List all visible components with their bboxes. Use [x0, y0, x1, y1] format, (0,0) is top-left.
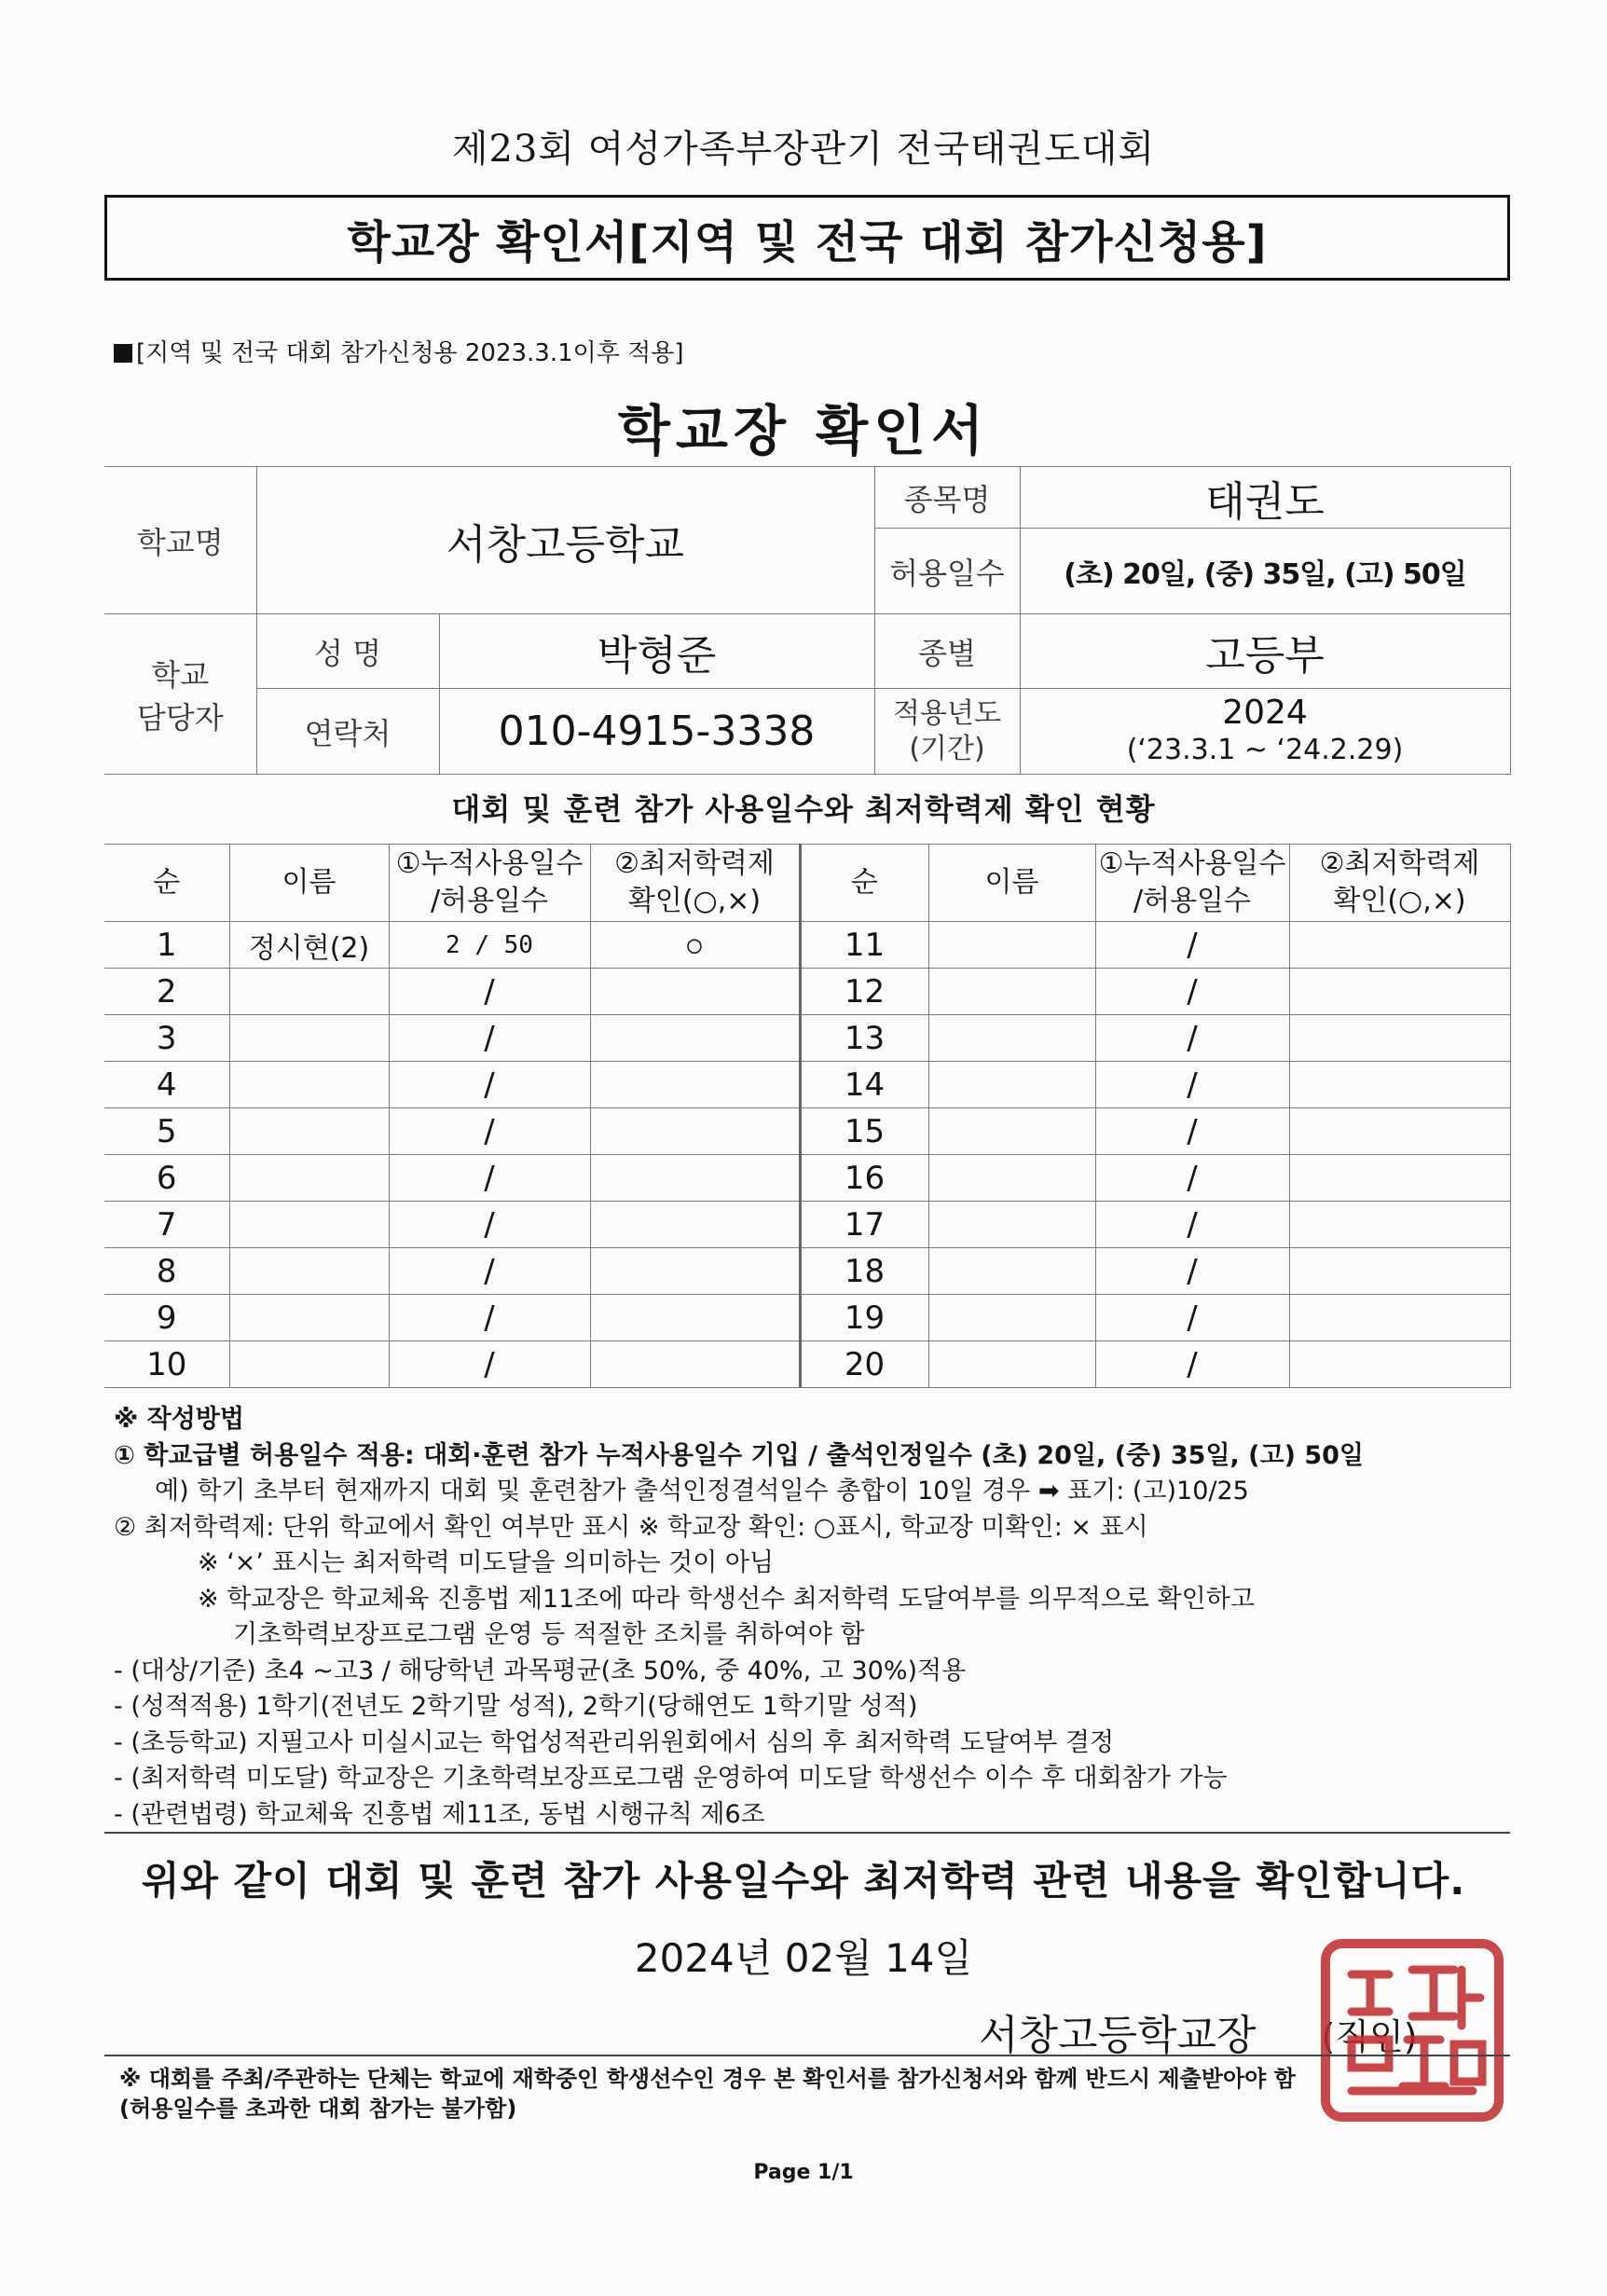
- academic-check: [590, 1202, 800, 1248]
- instruction-2-note-b: ※ 학교장은 학교체육 진흥법 제11조에 따라 학생선수 최저학력 도달여부를 의무적으로 확인하고: [198, 1584, 1255, 1614]
- year-value-period: (‘23.3.1 ~ ‘24.2.29): [1126, 733, 1404, 766]
- instructions-heading: ※ 작성방법: [114, 1405, 244, 1434]
- event-title: 제23회 여성가족부장관기 전국태권도대회: [451, 128, 1156, 171]
- student-name: [229, 1295, 389, 1341]
- days-used: /: [1095, 1341, 1289, 1388]
- academic-check: [590, 1015, 800, 1062]
- school-name-label: 학교명: [104, 467, 256, 614]
- row-number: 19: [800, 1295, 928, 1341]
- academic-check: [1289, 1295, 1510, 1341]
- days-used: /: [389, 1202, 590, 1248]
- official-seal-icon: [1314, 1932, 1510, 2128]
- confirmation-statement: 위와 같이 대회 및 훈련 참가 사용일수와 최저학력 관련 내용을 확인합니다.: [141, 1858, 1466, 1904]
- year-label-line-1: 적용년도: [893, 696, 1001, 730]
- header-days-line-1: ①누적사용일수: [1098, 847, 1286, 880]
- allowed-days-value: (초) 20일, (중) 35일, (고) 50일: [1020, 529, 1510, 614]
- usage-section-title: 대회 및 훈련 참가 사용일수와 최저학력제 확인 현황: [451, 791, 1156, 827]
- row-number: 1: [104, 922, 229, 969]
- student-name: [229, 1108, 389, 1155]
- row-number: 16: [800, 1155, 928, 1202]
- table-row: [104, 1062, 1510, 1108]
- usage-table: [104, 844, 1511, 1388]
- row-number: 14: [800, 1062, 928, 1108]
- header-days-line-2: /허용일수: [430, 885, 549, 917]
- days-used: /: [1095, 969, 1289, 1015]
- header-name-right: 이름: [928, 845, 1095, 922]
- days-used: /: [1095, 1108, 1289, 1155]
- table-row: [104, 1295, 1510, 1341]
- year-value-year: 2024: [1222, 693, 1308, 732]
- row-number: 12: [800, 969, 928, 1015]
- student-name: [229, 1062, 389, 1108]
- days-used: /: [389, 1341, 590, 1388]
- year-label: [874, 689, 1020, 775]
- row-number: 6: [104, 1155, 229, 1202]
- row-number: 11: [800, 922, 928, 969]
- academic-check: ○: [590, 922, 800, 969]
- manager-label: [104, 614, 256, 775]
- manager-name-value: 박형준: [439, 614, 874, 689]
- header-no-right: 순: [800, 845, 928, 922]
- instruction-2-note-a: ※ ‘×’ 표시는 최저학력 미도달을 의미하는 것이 아님: [198, 1548, 775, 1577]
- instruction-dash-5: - (관련법령) 학교체육 진흥법 제11조, 동법 시행규칙 제6조: [114, 1799, 765, 1829]
- instruction-dash-1: - (대상/기준) 초4 ~고3 / 해당학년 과목평균(초 50%, 중 40%, 고 30%)적용: [114, 1656, 967, 1685]
- header-check-left: [590, 845, 800, 922]
- academic-check: [590, 1341, 800, 1388]
- table-row: [104, 1155, 1510, 1202]
- table-row: [104, 922, 1510, 969]
- days-used: /: [389, 1155, 590, 1202]
- student-name: [928, 1062, 1095, 1108]
- table-row: [104, 969, 1510, 1015]
- days-used: /: [1095, 922, 1289, 969]
- days-used: /: [389, 969, 590, 1015]
- document-title: 학교장 확인서: [617, 399, 990, 462]
- days-used: /: [389, 1062, 590, 1108]
- days-used: /: [389, 1248, 590, 1295]
- event-value: 태권도: [1020, 467, 1510, 529]
- academic-check: [590, 1248, 800, 1295]
- academic-check: [1289, 1202, 1510, 1248]
- academic-check: [1289, 1155, 1510, 1202]
- table-row: [104, 1202, 1510, 1248]
- student-name: [229, 1202, 389, 1248]
- row-number: 8: [104, 1248, 229, 1295]
- student-name: [928, 1015, 1095, 1062]
- student-name: [928, 1202, 1095, 1248]
- instruction-1-example: 예) 학기 초부터 현재까지 대회 및 훈련참가 출석인정결석일수 총합이 10일 경우 ➡ 표기: (고)10/25: [155, 1477, 1249, 1505]
- days-used: /: [389, 1108, 590, 1155]
- year-label-line-2: (기간): [909, 732, 985, 765]
- academic-check: [1289, 1248, 1510, 1295]
- contact-label: 연락처: [256, 689, 439, 775]
- allowed-days-label: 허용일수: [874, 529, 1020, 614]
- student-name: [928, 922, 1095, 969]
- header-days-right: [1095, 845, 1289, 922]
- row-number: 10: [104, 1341, 229, 1388]
- table-row: [104, 1248, 1510, 1295]
- days-used: /: [389, 1015, 590, 1062]
- seal-mark-text: (직인): [1321, 2016, 1418, 2057]
- days-used: 2 / 50: [389, 922, 590, 969]
- table-row: [104, 1341, 1510, 1388]
- academic-check: [1289, 1062, 1510, 1108]
- academic-check: [1289, 969, 1510, 1015]
- days-used: /: [1095, 1015, 1289, 1062]
- header-check-right: [1289, 845, 1510, 922]
- student-name: [229, 1248, 389, 1295]
- academic-check: [590, 1062, 800, 1108]
- page-number: Page 1/1: [753, 2161, 854, 2184]
- days-used: /: [1095, 1202, 1289, 1248]
- form-banner-title: 학교장 확인서[지역 및 전국 대회 참가신청용]: [104, 195, 1510, 281]
- student-name: [928, 969, 1095, 1015]
- manager-name-label: 성 명: [256, 614, 439, 689]
- days-used: /: [1095, 1062, 1289, 1108]
- event-label: 종목명: [874, 467, 1020, 529]
- student-name: 정시현(2): [229, 922, 389, 969]
- student-name: [928, 1248, 1095, 1295]
- academic-check: [1289, 1341, 1510, 1388]
- year-value: [1020, 689, 1510, 775]
- student-name: [229, 1015, 389, 1062]
- category-value: 고등부: [1020, 614, 1510, 689]
- contact-value: 010-4915-3338: [439, 689, 874, 775]
- days-used: /: [389, 1295, 590, 1341]
- academic-check: [590, 1108, 800, 1155]
- header-no-left: 순: [104, 845, 229, 922]
- student-name: [928, 1295, 1095, 1341]
- row-number: 2: [104, 969, 229, 1015]
- form-subnote: [114, 334, 684, 368]
- category-label: 종별: [874, 614, 1020, 689]
- instruction-dash-4: - (최저학력 미도달) 학교장은 기초학력보장프로그램 운영하여 미도달 학생선수 이수 후 대회참가 가능: [114, 1764, 1228, 1793]
- days-used: /: [1095, 1248, 1289, 1295]
- days-used: /: [1095, 1155, 1289, 1202]
- school-name-value: 서창고등학교: [256, 467, 874, 614]
- student-name: [229, 1155, 389, 1202]
- principal-title: 서창고등학교장: [979, 2012, 1257, 2059]
- row-number: 17: [800, 1202, 928, 1248]
- student-name: [229, 969, 389, 1015]
- square-bullet-icon: [114, 344, 132, 363]
- row-number: 5: [104, 1108, 229, 1155]
- instruction-2: ② 최저학력제: 단위 학교에서 확인 여부만 표시 ※ 학교장 확인: ○표시, 학교장 미확인: × 표시: [114, 1512, 1148, 1542]
- row-number: 7: [104, 1202, 229, 1248]
- manager-label-line-2: 담당자: [136, 699, 224, 736]
- row-number: 13: [800, 1015, 928, 1062]
- table-row: [104, 1108, 1510, 1155]
- row-number: 9: [104, 1295, 229, 1341]
- header-check-line-2: 확인(○,×): [1333, 885, 1466, 917]
- days-used: /: [1095, 1295, 1289, 1341]
- header-days-left: [389, 845, 590, 922]
- academic-check: [1289, 1108, 1510, 1155]
- row-number: 18: [800, 1248, 928, 1295]
- divider: [104, 1832, 1510, 1834]
- student-name: [928, 1155, 1095, 1202]
- student-name: [928, 1108, 1095, 1155]
- header-days-line-1: ①누적사용일수: [395, 847, 584, 880]
- academic-check: [1289, 1015, 1510, 1062]
- divider: [104, 2055, 1510, 2056]
- instruction-dash-2: - (성적적용) 1학기(전년도 2학기말 성적), 2학기(당해연도 1학기말 성적): [114, 1692, 918, 1721]
- student-name: [928, 1341, 1095, 1388]
- instruction-dash-3: - (초등학교) 지필고사 미실시교는 학업성적관리위원회에서 심의 후 최저학력 도달여부 결정: [114, 1727, 1115, 1757]
- academic-check: [590, 969, 800, 1015]
- footnote-line-1: ※ 대회를 주최/주관하는 단체는 학교에 재학중인 학생선수인 경우 본 확인서를 참가신청서와 함께 반드시 제출받아야 함: [119, 2066, 1296, 2092]
- header-name-left: 이름: [229, 845, 389, 922]
- header-check-line-2: 확인(○,×): [627, 885, 762, 917]
- academic-check: [1289, 922, 1510, 969]
- footnote-line-2: (허용일수를 초과한 대회 참가는 불가함): [119, 2096, 517, 2122]
- header-check-line-1: ②최저학력제: [614, 847, 775, 880]
- school-info-table: [104, 466, 1511, 775]
- student-name: [229, 1341, 389, 1388]
- academic-check: [590, 1155, 800, 1202]
- row-number: 3: [104, 1015, 229, 1062]
- row-number: 15: [800, 1108, 928, 1155]
- row-number: 20: [800, 1341, 928, 1388]
- table-row: [104, 1015, 1510, 1062]
- header-check-line-1: ②최저학력제: [1319, 847, 1480, 880]
- instruction-2-note-c: 기초학력보장프로그램 운영 등 적절한 조치를 취하여야 함: [233, 1620, 865, 1649]
- footnote: [119, 2064, 1296, 2124]
- instruction-1: ① 학교급별 허용일수 적용: 대회·훈련 참가 누적사용일수 기입 / 출석인정일수 (초) 20일, (중) 35일, (고) 50일: [114, 1440, 1364, 1470]
- instructions: [114, 1402, 1512, 1833]
- header-days-line-2: /허용일수: [1133, 885, 1252, 917]
- academic-check: [590, 1295, 800, 1341]
- row-number: 4: [104, 1062, 229, 1108]
- issue-date: 2024년 02월 14일: [634, 1935, 973, 1981]
- subnote-text: [지역 및 전국 대회 참가신청용 2023.3.1이후 적용]: [136, 339, 684, 367]
- manager-label-line-1: 학교: [151, 656, 210, 693]
